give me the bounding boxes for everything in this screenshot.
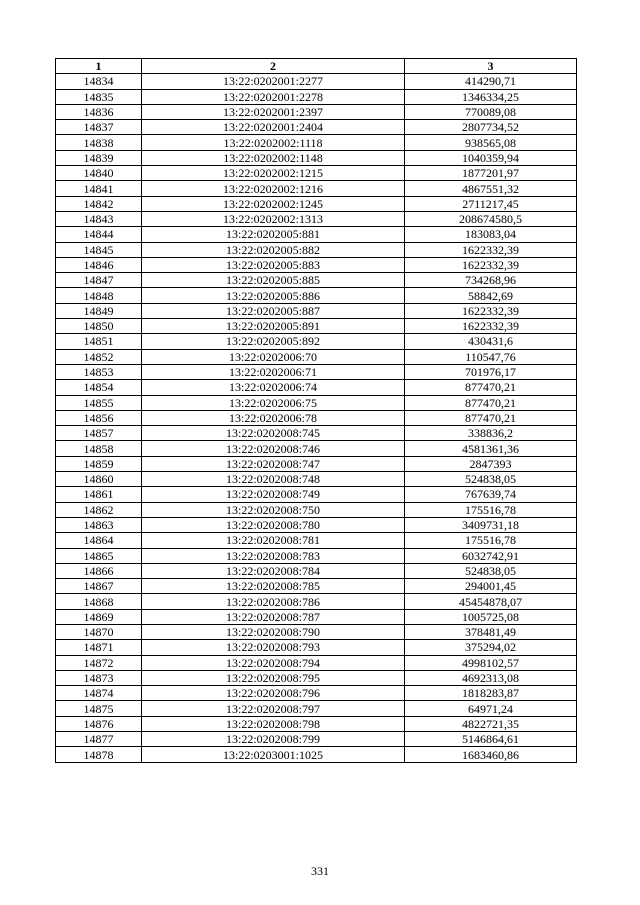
cadastral-number-cell: 13:22:0202008:749 — [142, 487, 405, 502]
row-number-cell: 14874 — [56, 686, 142, 701]
value-cell: 524838,05 — [405, 472, 577, 487]
row-number-cell: 14876 — [56, 716, 142, 731]
row-number-cell: 14866 — [56, 563, 142, 578]
cadastral-number-cell: 13:22:0202008:798 — [142, 716, 405, 731]
table-row — [56, 181, 577, 196]
value-cell: 414290,71 — [405, 74, 577, 89]
table-row — [56, 579, 577, 594]
page-number: 331 — [311, 864, 329, 878]
table-row — [56, 472, 577, 487]
row-number-cell: 14848 — [56, 288, 142, 303]
table-row — [56, 74, 577, 89]
row-number-cell: 14850 — [56, 319, 142, 334]
row-number-cell: 14851 — [56, 334, 142, 349]
cadastral-number-cell: 13:22:0202008:780 — [142, 517, 405, 532]
cadastral-number-cell: 13:22:0202005:887 — [142, 303, 405, 318]
cadastral-number-cell: 13:22:0202008:747 — [142, 456, 405, 471]
table-row — [56, 288, 577, 303]
header-cell-2: 2 — [142, 59, 405, 74]
cadastral-number-cell: 13:22:0202008:793 — [142, 640, 405, 655]
row-number-cell: 14867 — [56, 579, 142, 594]
table-row — [56, 303, 577, 318]
cadastral-number-cell: 13:22:0202006:74 — [142, 380, 405, 395]
row-number-cell: 14855 — [56, 395, 142, 410]
value-cell: 2711217,45 — [405, 196, 577, 211]
cadastral-number-cell: 13:22:0202008:746 — [142, 441, 405, 456]
row-number-cell: 14836 — [56, 104, 142, 119]
cadastral-number-cell: 13:22:0202008:795 — [142, 670, 405, 685]
row-number-cell: 14847 — [56, 273, 142, 288]
table-row — [56, 150, 577, 165]
table-row — [56, 502, 577, 517]
cadastral-number-cell: 13:22:0202005:885 — [142, 273, 405, 288]
row-number-cell: 14854 — [56, 380, 142, 395]
cadastral-number-cell: 13:22:0202005:882 — [142, 242, 405, 257]
value-cell: 767639,74 — [405, 487, 577, 502]
value-cell: 110547,76 — [405, 349, 577, 364]
cadastral-number-cell: 13:22:0202008:796 — [142, 686, 405, 701]
table-row — [56, 701, 577, 716]
table-row — [56, 716, 577, 731]
cadastral-number-cell: 13:22:0202005:891 — [142, 319, 405, 334]
table-row — [56, 395, 577, 410]
cadastral-number-cell: 13:22:0202008:787 — [142, 609, 405, 624]
value-cell: 3409731,18 — [405, 517, 577, 532]
table-row — [56, 594, 577, 609]
table-row — [56, 747, 577, 762]
value-cell: 338836,2 — [405, 426, 577, 441]
value-cell: 208674580,5 — [405, 211, 577, 226]
value-cell: 375294,02 — [405, 640, 577, 655]
value-cell: 1683460,86 — [405, 747, 577, 762]
row-number-cell: 14870 — [56, 624, 142, 639]
table-row — [56, 227, 577, 242]
value-cell: 1818283,87 — [405, 686, 577, 701]
row-number-cell: 14856 — [56, 410, 142, 425]
value-cell: 1622332,39 — [405, 303, 577, 318]
cadastral-number-cell: 13:22:0202001:2277 — [142, 74, 405, 89]
table-row — [56, 104, 577, 119]
row-number-cell: 14839 — [56, 150, 142, 165]
row-number-cell: 14845 — [56, 242, 142, 257]
table-row — [56, 609, 577, 624]
row-number-cell: 14844 — [56, 227, 142, 242]
cadastral-number-cell: 13:22:0202006:75 — [142, 395, 405, 410]
value-cell: 430431,6 — [405, 334, 577, 349]
value-cell: 294001,45 — [405, 579, 577, 594]
cadastral-number-cell: 13:22:0202005:886 — [142, 288, 405, 303]
table-row — [56, 548, 577, 563]
row-number-cell: 14873 — [56, 670, 142, 685]
value-cell: 1622332,39 — [405, 242, 577, 257]
table-row — [56, 732, 577, 747]
header-row — [56, 59, 577, 74]
cadastral-number-cell: 13:22:0202008:745 — [142, 426, 405, 441]
table-row — [56, 166, 577, 181]
table-row — [56, 441, 577, 456]
table-row — [56, 242, 577, 257]
value-cell: 938565,08 — [405, 135, 577, 150]
value-cell: 58842,69 — [405, 288, 577, 303]
row-number-cell: 14841 — [56, 181, 142, 196]
row-number-cell: 14861 — [56, 487, 142, 502]
table-row — [56, 273, 577, 288]
row-number-cell: 14878 — [56, 747, 142, 762]
table-row — [56, 380, 577, 395]
value-cell: 1346334,25 — [405, 89, 577, 104]
row-number-cell: 14865 — [56, 548, 142, 563]
cadastral-number-cell: 13:22:0202008:783 — [142, 548, 405, 563]
table-row — [56, 334, 577, 349]
cadastral-number-cell: 13:22:0202008:790 — [142, 624, 405, 639]
row-number-cell: 14864 — [56, 533, 142, 548]
value-cell: 64971,24 — [405, 701, 577, 716]
value-cell: 175516,78 — [405, 502, 577, 517]
row-number-cell: 14858 — [56, 441, 142, 456]
cadastral-number-cell: 13:22:0202008:748 — [142, 472, 405, 487]
table-row — [56, 364, 577, 379]
cadastral-number-cell: 13:22:0202001:2404 — [142, 120, 405, 135]
row-number-cell: 14835 — [56, 89, 142, 104]
row-number-cell: 14842 — [56, 196, 142, 211]
value-cell: 175516,78 — [405, 533, 577, 548]
table-row — [56, 196, 577, 211]
table-row — [56, 517, 577, 532]
cadastral-number-cell: 13:22:0202008:785 — [142, 579, 405, 594]
table-row — [56, 640, 577, 655]
table-row — [56, 410, 577, 425]
value-cell: 4822721,35 — [405, 716, 577, 731]
value-cell: 183083,04 — [405, 227, 577, 242]
cadastral-number-cell: 13:22:0202002:1215 — [142, 166, 405, 181]
row-number-cell: 14852 — [56, 349, 142, 364]
row-number-cell: 14869 — [56, 609, 142, 624]
table-row — [56, 624, 577, 639]
cadastral-number-cell: 13:22:0202002:1216 — [142, 181, 405, 196]
value-cell: 877470,21 — [405, 380, 577, 395]
table-row — [56, 426, 577, 441]
table-row — [56, 211, 577, 226]
row-number-cell: 14872 — [56, 655, 142, 670]
table-row — [56, 319, 577, 334]
cadastral-number-cell: 13:22:0202006:70 — [142, 349, 405, 364]
header-cell-3: 3 — [405, 59, 577, 74]
row-number-cell: 14877 — [56, 732, 142, 747]
value-cell: 378481,49 — [405, 624, 577, 639]
value-cell: 1040359,94 — [405, 150, 577, 165]
table-row — [56, 533, 577, 548]
table-row — [56, 670, 577, 685]
cadastral-number-cell: 13:22:0202006:71 — [142, 364, 405, 379]
row-number-cell: 14846 — [56, 257, 142, 272]
cadastral-number-cell: 13:22:0202002:1148 — [142, 150, 405, 165]
cadastral-number-cell: 13:22:0202001:2397 — [142, 104, 405, 119]
value-cell: 5146864,61 — [405, 732, 577, 747]
cadastral-number-cell: 13:22:0202002:1118 — [142, 135, 405, 150]
row-number-cell: 14837 — [56, 120, 142, 135]
row-number-cell: 14859 — [56, 456, 142, 471]
row-number-cell: 14840 — [56, 166, 142, 181]
value-cell: 4581361,36 — [405, 441, 577, 456]
table-row — [56, 349, 577, 364]
cadastral-number-cell: 13:22:0202008:786 — [142, 594, 405, 609]
table-row — [56, 456, 577, 471]
value-cell: 770089,08 — [405, 104, 577, 119]
value-cell: 1877201,97 — [405, 166, 577, 181]
cadastral-number-cell: 13:22:0202002:1313 — [142, 211, 405, 226]
table-row — [56, 686, 577, 701]
value-cell: 524838,05 — [405, 563, 577, 578]
cadastral-number-cell: 13:22:0202005:892 — [142, 334, 405, 349]
table-row — [56, 655, 577, 670]
row-number-cell: 14868 — [56, 594, 142, 609]
value-cell: 1622332,39 — [405, 319, 577, 334]
row-number-cell: 14843 — [56, 211, 142, 226]
cadastral-number-cell: 13:22:0203001:1025 — [142, 747, 405, 762]
cadastral-number-cell: 13:22:0202001:2278 — [142, 89, 405, 104]
table-row — [56, 257, 577, 272]
table-row — [56, 120, 577, 135]
cadastral-number-cell: 13:22:0202008:750 — [142, 502, 405, 517]
row-number-cell: 14834 — [56, 74, 142, 89]
row-number-cell: 14863 — [56, 517, 142, 532]
value-cell: 734268,96 — [405, 273, 577, 288]
value-cell: 45454878,07 — [405, 594, 577, 609]
value-cell: 4867551,32 — [405, 181, 577, 196]
table-body — [56, 74, 577, 762]
cadastral-number-cell: 13:22:0202008:799 — [142, 732, 405, 747]
cadastral-number-cell: 13:22:0202002:1245 — [142, 196, 405, 211]
value-cell: 877470,21 — [405, 395, 577, 410]
cadastral-number-cell: 13:22:0202008:794 — [142, 655, 405, 670]
row-number-cell: 14862 — [56, 502, 142, 517]
value-cell: 877470,21 — [405, 410, 577, 425]
table-row — [56, 563, 577, 578]
value-cell: 701976,17 — [405, 364, 577, 379]
table-row — [56, 487, 577, 502]
row-number-cell: 14838 — [56, 135, 142, 150]
value-cell: 1622332,39 — [405, 257, 577, 272]
value-cell: 2807734,52 — [405, 120, 577, 135]
cadastral-number-cell: 13:22:0202005:883 — [142, 257, 405, 272]
value-cell: 4998102,57 — [405, 655, 577, 670]
row-number-cell: 14871 — [56, 640, 142, 655]
row-number-cell: 14853 — [56, 364, 142, 379]
cadastral-number-cell: 13:22:0202008:797 — [142, 701, 405, 716]
table-row — [56, 135, 577, 150]
row-number-cell: 14860 — [56, 472, 142, 487]
row-number-cell: 14857 — [56, 426, 142, 441]
row-number-cell: 14849 — [56, 303, 142, 318]
header-cell-1: 1 — [56, 59, 142, 74]
cadastral-number-cell: 13:22:0202006:78 — [142, 410, 405, 425]
value-cell: 2847393 — [405, 456, 577, 471]
cadastral-number-cell: 13:22:0202008:781 — [142, 533, 405, 548]
value-cell: 4692313,08 — [405, 670, 577, 685]
value-cell: 1005725,08 — [405, 609, 577, 624]
table-row — [56, 89, 577, 104]
cadastral-number-cell: 13:22:0202005:881 — [142, 227, 405, 242]
cadastral-number-cell: 13:22:0202008:784 — [142, 563, 405, 578]
value-cell: 6032742,91 — [405, 548, 577, 563]
row-number-cell: 14875 — [56, 701, 142, 716]
data-table — [55, 58, 577, 763]
